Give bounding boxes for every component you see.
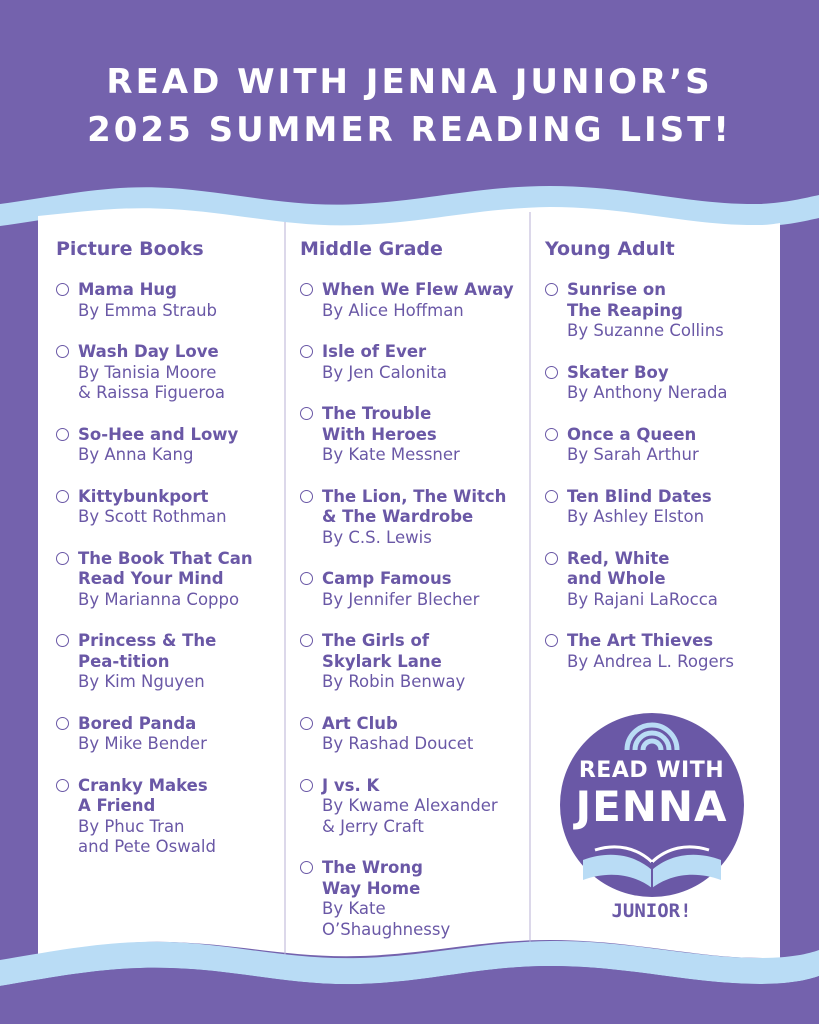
column-picture-books — [56, 238, 281, 879]
book-author: By Anthony Nerada — [567, 383, 728, 402]
book-author: By Suzanne Collins — [567, 321, 724, 340]
book-title: Red, White — [567, 548, 670, 568]
book-author: By Rajani LaRocca — [567, 589, 718, 609]
book-title: The Book That Can — [78, 548, 253, 568]
list-item[interactable] — [300, 280, 528, 321]
radio-circle-icon[interactable] — [56, 779, 69, 792]
radio-circle-icon[interactable] — [545, 634, 558, 647]
book-author: By Jennifer Blecher — [322, 589, 480, 609]
book-title: The Girls of — [322, 631, 430, 650]
logo-junior: JUNIOR! — [611, 900, 692, 922]
list-item[interactable] — [300, 404, 528, 466]
book-title: Way Home — [322, 878, 421, 898]
list-item[interactable] — [300, 569, 528, 610]
book-author: By Emma Straub — [78, 300, 218, 320]
radio-circle-icon[interactable] — [56, 490, 69, 503]
page-title — [0, 58, 819, 154]
book-author: By Andrea L. Rogers — [567, 651, 734, 671]
book-title: The Wrong — [322, 858, 423, 877]
radio-circle-icon[interactable] — [56, 428, 69, 441]
book-author: By Kate Messner — [322, 445, 460, 464]
book-title: Once a Queen — [567, 424, 697, 444]
book-author: By Alice Hoffman — [322, 300, 464, 320]
book-title: and Whole — [567, 569, 666, 588]
book-title: Skater Boy — [567, 362, 669, 382]
book-author: By Ashley Elston — [567, 507, 705, 526]
book-title: The Lion, The Witch — [322, 486, 507, 506]
list-item[interactable] — [545, 631, 775, 672]
book-author: By Tanisia Moore — [78, 362, 217, 382]
book-author: By Phuc Tran — [78, 816, 185, 836]
book-author: By Rashad Doucet — [322, 734, 474, 753]
book-author: By Kate — [322, 899, 386, 918]
book-author: By Jen Calonita — [322, 362, 447, 382]
book-title: When We Flew Away — [322, 280, 514, 299]
book-author: & Jerry Craft — [322, 816, 424, 836]
radio-circle-icon[interactable] — [300, 283, 313, 296]
list-item[interactable] — [300, 631, 528, 693]
radio-circle-icon[interactable] — [56, 634, 69, 647]
column-middle-grade — [300, 238, 528, 961]
book-title: Isle of Ever — [322, 342, 427, 361]
book-title: Sunrise on — [567, 280, 667, 299]
book-author: & Raissa Figueroa — [78, 383, 226, 402]
list-item[interactable] — [56, 631, 281, 693]
book-title: Art Club — [322, 713, 398, 733]
book-title: J vs. K — [322, 775, 380, 795]
book-author: By Marianna Coppo — [78, 589, 240, 609]
book-title: Ten Blind Dates — [567, 486, 712, 506]
book-author: By Mike Bender — [78, 734, 207, 753]
book-author: By Anna Kang — [78, 445, 194, 464]
title-line-1: READ WITH JENNA JUNIOR’S — [106, 62, 713, 102]
book-title: Pea-tition — [78, 651, 170, 671]
radio-circle-icon[interactable] — [300, 407, 313, 420]
book-title: & The Wardrobe — [322, 507, 474, 526]
radio-circle-icon[interactable] — [56, 345, 69, 358]
column-title: Middle Grade — [300, 238, 443, 260]
book-author: By Kwame Alexander — [322, 796, 498, 815]
book-title: Read Your Mind — [78, 569, 224, 588]
list-item[interactable] — [56, 280, 281, 321]
list-item[interactable] — [545, 280, 775, 342]
logo-jenna: JENNA — [575, 782, 728, 831]
column-young-adult — [545, 238, 775, 693]
book-author: By Kim Nguyen — [78, 672, 205, 691]
list-item[interactable] — [56, 776, 281, 858]
book-title: Kittybunkport — [78, 486, 209, 506]
list-item[interactable] — [545, 425, 775, 466]
radio-circle-icon[interactable] — [300, 572, 313, 585]
book-title: Bored Panda — [78, 713, 197, 733]
radio-circle-icon[interactable] — [300, 345, 313, 358]
radio-circle-icon[interactable] — [545, 366, 558, 379]
radio-circle-icon[interactable] — [56, 552, 69, 565]
radio-circle-icon[interactable] — [300, 779, 313, 792]
radio-circle-icon[interactable] — [300, 634, 313, 647]
list-item[interactable] — [300, 487, 528, 549]
list-item[interactable] — [300, 342, 528, 383]
radio-circle-icon[interactable] — [56, 717, 69, 730]
list-item[interactable] — [56, 425, 281, 466]
book-title: Skylark Lane — [322, 651, 442, 671]
list-item[interactable] — [545, 487, 775, 528]
radio-circle-icon[interactable] — [56, 283, 69, 296]
list-item[interactable] — [56, 487, 281, 528]
book-title: The Reaping — [567, 300, 683, 320]
book-title: The Art Thieves — [567, 631, 714, 650]
book-title: Princess & The — [78, 631, 217, 650]
column-title: Young Adult — [545, 238, 675, 260]
logo-read-with: READ WITH — [578, 758, 725, 783]
book-title: Wash Day Love — [78, 342, 219, 361]
book-title: Cranky Makes — [78, 775, 208, 795]
book-author: By Sarah Arthur — [567, 445, 699, 464]
radio-circle-icon[interactable] — [300, 717, 313, 730]
list-item[interactable] — [56, 342, 281, 404]
list-item[interactable] — [56, 714, 281, 755]
book-title: A Friend — [78, 796, 156, 815]
radio-circle-icon[interactable] — [545, 428, 558, 441]
list-item[interactable] — [545, 549, 775, 611]
radio-circle-icon[interactable] — [545, 490, 558, 503]
book-author: By C.S. Lewis — [322, 527, 432, 547]
list-item[interactable] — [300, 714, 528, 755]
list-item[interactable] — [300, 858, 528, 940]
book-title: So-Hee and Lowy — [78, 424, 239, 444]
book-author: O’Shaughnessy — [322, 919, 451, 939]
book-title: Mama Hug — [78, 280, 177, 299]
book-title: With Heroes — [322, 424, 437, 444]
title-line-2: 2025 SUMMER READING LIST! — [87, 110, 732, 150]
book-author: By Robin Benway — [322, 672, 466, 691]
radio-circle-icon[interactable] — [545, 283, 558, 296]
book-title: Camp Famous — [322, 569, 452, 588]
column-title: Picture Books — [56, 238, 204, 260]
radio-circle-icon[interactable] — [300, 490, 313, 503]
book-title: The Trouble — [322, 404, 432, 423]
radio-circle-icon[interactable] — [300, 861, 313, 874]
radio-circle-icon[interactable] — [545, 552, 558, 565]
book-author: By Scott Rothman — [78, 507, 227, 526]
book-author: and Pete Oswald — [78, 837, 216, 856]
list-item[interactable] — [56, 549, 281, 611]
read-with-jenna-logo — [555, 710, 750, 935]
list-item[interactable] — [300, 776, 528, 838]
list-item[interactable] — [545, 363, 775, 404]
